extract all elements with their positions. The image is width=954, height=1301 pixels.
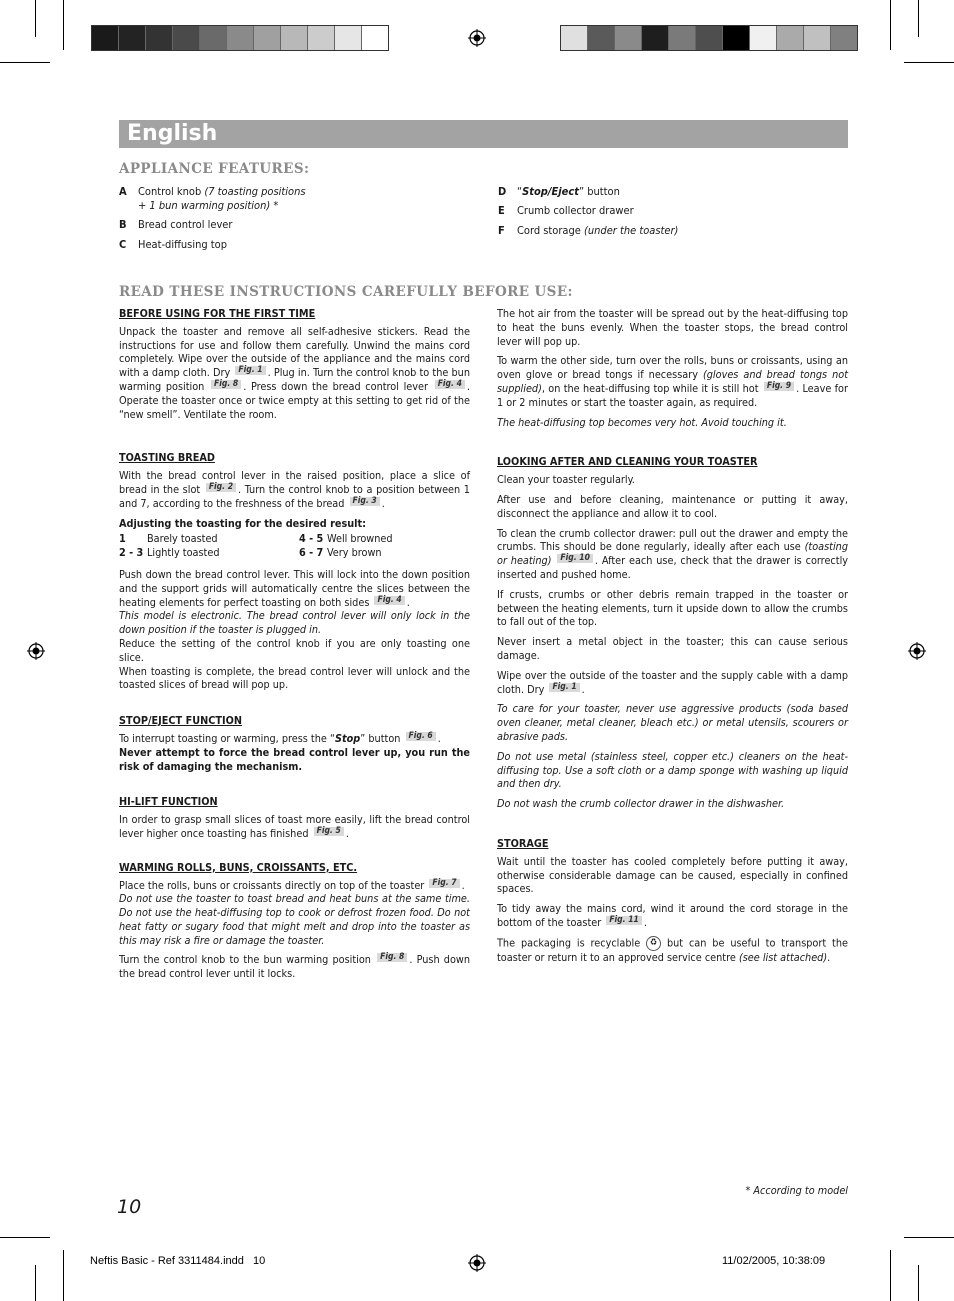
color-swatch xyxy=(173,26,200,50)
crop-mark xyxy=(890,1250,891,1301)
warming-continued-paragraph-2: To warm the other side, turn over the rolls, buns or croissants, using an oven glove or bread tongs if necessary (gloves and bread tongs not supplied), on the heat-diffusing top while it is still hot Fig. 9 . Leave for 1 or 2 minutes or start the toaster again, as required. xyxy=(497,354,849,409)
color-swatch xyxy=(750,26,777,50)
toasting-levels-table: 1 Barely toasted 4 - 5 Well browned 2 - 3 Lightly toasted 6 - 7 Very brown xyxy=(119,532,393,560)
figure-ref: Fig. 7 xyxy=(429,879,459,888)
left-column xyxy=(119,307,470,987)
figure-ref: Fig. 8 xyxy=(377,953,407,962)
figure-ref: Fig. 10 xyxy=(557,554,593,563)
color-swatch xyxy=(92,26,119,50)
crop-mark xyxy=(904,1237,954,1238)
color-swatch xyxy=(146,26,173,50)
color-swatch xyxy=(119,26,146,50)
figure-ref: Fig. 2 xyxy=(206,483,236,492)
color-swatch xyxy=(615,26,642,50)
figure-ref: Fig. 5 xyxy=(314,827,344,836)
warming-paragraph-3: Turn the control knob to the bun warming position Fig. 8 . Push down the bread control lever until it locks. xyxy=(119,952,470,981)
color-swatch xyxy=(561,26,588,50)
crop-mark xyxy=(63,1250,64,1301)
language-header-band xyxy=(119,120,848,148)
stop-paragraph-2: Never attempt to force the bread control lever up, you run the risk of damaging the mechanism. xyxy=(119,745,470,773)
storage-paragraph-3: The packaging is recyclable ♻ but can be useful to transport the toaster or return it to an approved service centre (see list attached). xyxy=(497,936,848,964)
color-swatch xyxy=(227,26,254,50)
color-swatch xyxy=(777,26,804,50)
section-title-stop: STOP/EJECT FUNCTION xyxy=(119,714,242,728)
cleaning-paragraph-7: To care for your toaster, never use aggressive products (soda based oven cleaner, metal cleaner, bleach etc.) or metal utensils, scourers or abrasive pads. xyxy=(497,702,848,743)
storage-paragraph-2: To tidy away the mains cord, wind it around the cord storage in the bottom of the toaster Fig. 11 . xyxy=(497,902,848,929)
features-heading: APPLIANCE FEATURES: xyxy=(119,161,310,177)
storage-paragraph-1: Wait until the toaster has cooled completely before putting it away, otherwise considerable damage can be caused, especially in confined spaces. xyxy=(497,854,848,896)
figure-ref: Fig. 3 xyxy=(350,497,380,506)
figure-ref: Fig. 6 xyxy=(406,732,436,741)
cleaning-paragraph-4: If crusts, crumbs or other debris remain trapped in the toaster or between the heating elements, turn it upside down to allow the crumbs to fall out of the top. xyxy=(497,587,848,629)
section-title-storage: STORAGE xyxy=(497,836,549,850)
crop-mark xyxy=(35,1265,36,1301)
feature-item-f: F Cord storage (under the toaster) xyxy=(498,224,679,237)
figure-ref: Fig. 11 xyxy=(606,916,642,925)
warming-continued-paragraph-1: The hot air from the toaster will be spread out by the heat-diffusing top to heat the buns evenly. When the toaster stops, the bread control lever will pop up. xyxy=(497,307,848,348)
feature-item-d: D “Stop/Eject” button xyxy=(498,185,620,198)
cleaning-paragraph-9: Do not wash the crumb collector drawer in the dishwasher. xyxy=(497,797,785,811)
feature-item-e: E Crumb collector drawer xyxy=(498,204,634,217)
section-title-warming: WARMING ROLLS, BUNS, CROISSANTS, ETC. xyxy=(119,860,358,874)
adjust-title: Adjusting the toasting for the desired result: xyxy=(119,516,367,530)
feature-item-b: B Bread control lever xyxy=(119,218,233,231)
registration-mark-icon xyxy=(468,29,486,47)
color-swatch xyxy=(362,26,388,50)
color-swatch xyxy=(642,26,669,50)
color-calibration-bar-right xyxy=(560,25,858,51)
figure-ref: Fig. 8 xyxy=(211,380,241,389)
crop-mark xyxy=(0,1237,50,1238)
recycle-icon: ♻ xyxy=(646,936,661,951)
instructions-heading: READ THESE INSTRUCTIONS CAREFULLY BEFORE USE: xyxy=(119,284,573,300)
toasting-paragraph-1: With the bread control lever in the raised position, place a slice of bread in the slot Fig. 2 . Turn the control knob to a position between 1 and 7, according to the freshness of the bread Fig. 3 . xyxy=(119,469,470,510)
color-swatch xyxy=(254,26,281,50)
crop-mark xyxy=(63,0,64,50)
registration-mark-icon xyxy=(908,642,926,660)
section-title-cleaning: LOOKING AFTER AND CLEANING YOUR TOASTER xyxy=(497,455,758,469)
color-swatch xyxy=(588,26,615,50)
warning-hot-top: The heat-diffusing top becomes very hot. Avoid touching it. xyxy=(497,415,787,429)
cleaning-paragraph-5: Never insert a metal object in the toaster; this can cause serious damage. xyxy=(497,635,848,662)
color-swatch xyxy=(281,26,308,50)
feature-list-left xyxy=(119,185,459,252)
toasting-paragraph-3: This model is electronic. The bread control lever will only lock in the down position if the toaster is plugged in. xyxy=(119,609,470,637)
hilift-paragraph: In order to grasp small slices of toast more easily, lift the bread control lever higher once toasting has finished Fig. 5 . xyxy=(119,813,470,840)
color-swatch xyxy=(723,26,750,50)
color-swatch xyxy=(335,26,362,50)
crop-mark xyxy=(0,62,50,63)
warming-paragraph-2: Do not use the toaster to toast bread and heat buns at the same time. Do not use the heat-diffusing top to cook or defrost frozen food. Do not heat fatty or sugary food that might melt and drop into the toaster as this may risk a fire or damage the toaster. xyxy=(119,892,470,947)
color-swatch xyxy=(804,26,831,50)
crop-mark xyxy=(35,0,36,37)
cleaning-paragraph-1: Clean your toaster regularly. xyxy=(497,473,635,487)
color-swatch xyxy=(696,26,723,50)
crop-mark xyxy=(890,0,891,50)
right-column xyxy=(497,307,848,970)
crop-mark xyxy=(904,62,954,63)
feature-list-right xyxy=(498,185,838,238)
cleaning-paragraph-8: Do not use metal (stainless steel, copper etc.) cleaners on the heat-diffusing top. Use a soft cloth or a damp sponge with washing up liquid and then dry. xyxy=(497,749,848,791)
feature-item-a: A Control knob (7 toasting positions xyxy=(119,185,306,198)
toasting-paragraph-4: Reduce the setting of the control knob if you are only toasting one slice. xyxy=(119,636,470,664)
feature-item-c: C Heat-diffusing top xyxy=(119,238,227,251)
cleaning-paragraph-2: After use and before cleaning, maintenance or putting it away, disconnect the appliance and allow it to cool. xyxy=(497,492,848,520)
first-time-paragraph: Unpack the toaster and remove all self-adhesive stickers. Read the instructions for use and follow them carefully. Unwind the mains cord completely. Wipe over the outside of the appliance and the mains cord with a damp cloth. Dry Fig. 1 . Plug in. Turn the control knob to the bun warming position Fig. 8 . Press down the bread control lever Fig. 4 . Operate the toaster once or twice empty at this setting to get rid of the “new smell”. Ventilate the room. xyxy=(119,324,470,421)
stop-paragraph-1: To interrupt toasting or warming, press the “Stop” button Fig. 6 . xyxy=(119,730,441,745)
crop-mark xyxy=(918,1265,919,1301)
language-title: English xyxy=(127,121,218,146)
color-swatch xyxy=(308,26,335,50)
color-swatch xyxy=(669,26,696,50)
toasting-paragraph-2: Push down the bread control lever. This will lock into the down position and the support grids will automatically centre the slices between the heating elements for perfect toasting on both sides Fig. 4 . xyxy=(119,567,470,609)
registration-mark-icon xyxy=(468,1254,486,1272)
figure-ref: Fig. 4 xyxy=(374,596,404,605)
color-calibration-bar-left xyxy=(91,25,389,51)
toasting-paragraph-5: When toasting is complete, the bread control lever will unlock and the toasted slices of bread will pop up. xyxy=(119,664,470,692)
color-swatch xyxy=(831,26,857,50)
figure-ref: Fig. 1 xyxy=(235,366,265,375)
footnote: * According to model xyxy=(745,1184,848,1197)
figure-ref: Fig. 4 xyxy=(435,380,465,389)
footer-date: 11/02/2005, 10:38:09 xyxy=(722,1255,826,1267)
footer-file-info: Neftis Basic - Ref 3311484.indd 10 xyxy=(90,1255,266,1267)
section-title-toasting: TOASTING BREAD xyxy=(119,451,215,465)
section-title-hilift: HI-LIFT FUNCTION xyxy=(119,795,218,809)
cleaning-paragraph-3: To clean the crumb collector drawer: pull out the drawer and empty the crumbs. This should be done regularly, ideally after each use (toasting or heating) Fig. 10 . After each use, check that the drawer is correctly inserted and pushed home. xyxy=(497,526,849,581)
figure-ref: Fig. 9 xyxy=(764,382,794,391)
cleaning-paragraph-6: Wipe over the outside of the toaster and the supply cable with a damp cloth. Dry Fig. 1 . xyxy=(497,668,848,696)
figure-ref: Fig. 1 xyxy=(549,683,579,692)
registration-mark-icon xyxy=(27,642,45,660)
crop-mark xyxy=(918,0,919,37)
feature-item-a-line2: + 1 bun warming position) * xyxy=(138,199,279,212)
color-swatch xyxy=(200,26,227,50)
warming-paragraph-1: Place the rolls, buns or croissants directly on top of the toaster Fig. 7 . xyxy=(119,877,465,892)
section-title-first-time: BEFORE USING FOR THE FIRST TIME xyxy=(119,307,316,320)
page-number: 10 xyxy=(117,1196,142,1218)
